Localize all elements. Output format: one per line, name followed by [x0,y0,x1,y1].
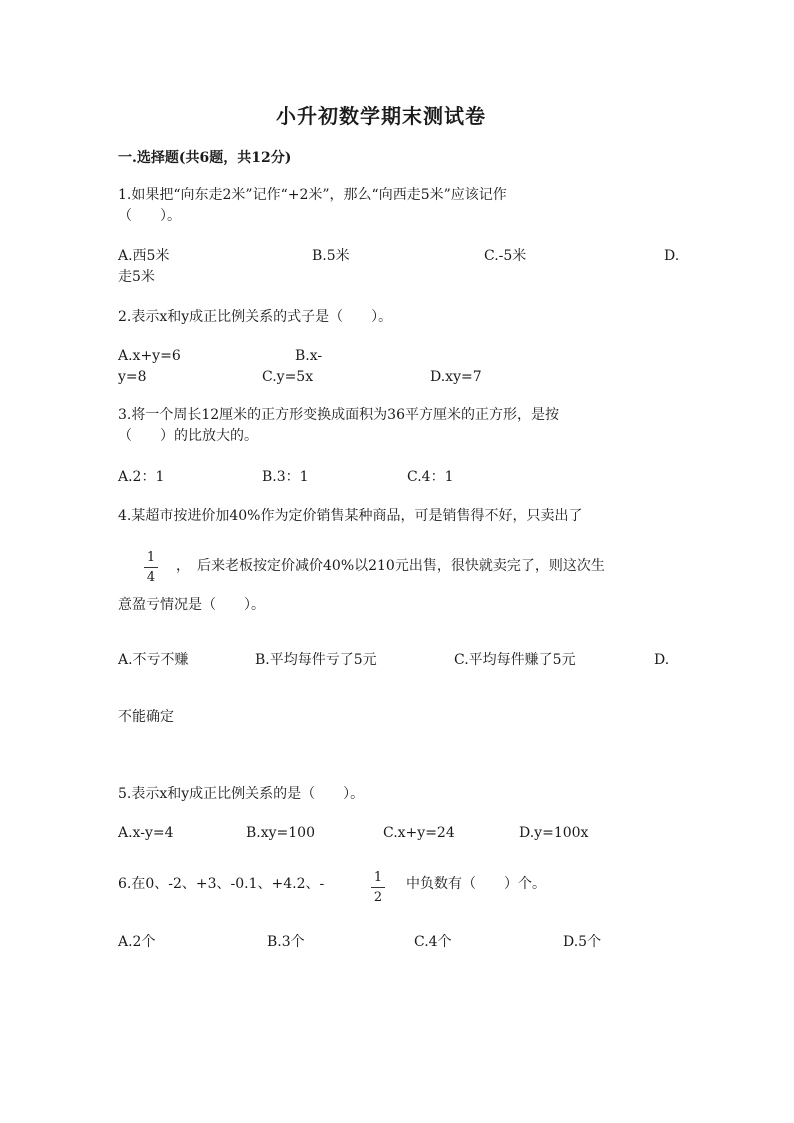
question-1-option-a: A.西5米 [118,248,170,264]
question-4-option-b: B.平均每件亏了5元 [255,652,377,668]
question-3-option-a: A.2：1 [118,469,165,485]
question-6-option-b: B.3个 [267,934,305,950]
question-3-text: 3.将一个周长12厘米的正方形变换成面积为36平方厘米的正方形，是按 [118,407,559,423]
question-2-option-d: D.xy=7 [430,369,482,385]
question-5-text: 5.表示x和y成正比例关系的是（ ）。 [118,786,365,802]
fraction-denominator: 4 [146,570,156,585]
question-2-text: 2.表示x和y成正比例关系的式子是（ ）。 [118,309,393,325]
question-1-text: 1.如果把“向东走2米”记作“+2米”，那么“向西走5米”应该记作 [118,187,507,203]
question-2-option-b-cont: y=8 [118,369,147,385]
question-4-text: 4.某超市按进价加40%作为定价销售某种商品，可是销售得不好，只卖出了 [118,508,583,524]
fraction-numerator: 1 [146,550,156,565]
page-title: 小升初数学期末测试卷 [276,104,486,128]
question-5-option-c: C.x+y=24 [383,825,455,841]
question-1-option-b: B.5米 [312,248,350,264]
question-3-option-c: C.4：1 [407,469,454,485]
question-4-text-cont: ， 后来老板按定价减价40%以210元出售，很快就卖完了，则这次生 [176,558,605,574]
question-1-option-d-cont: 走5米 [118,269,155,285]
question-5-option-a: A.x-y=4 [118,825,174,841]
fraction-one-half [371,870,385,905]
question-6-option-d: D.5个 [563,934,602,950]
question-6-option-a: A.2个 [118,934,156,950]
question-4-option-c: C.平均每件赚了5元 [454,652,576,668]
question-5-option-b: B.xy=100 [246,825,315,841]
question-4-text-end: 意盈亏情况是（ ）。 [118,597,265,613]
fraction-denominator: 2 [373,890,383,905]
question-4-option-d-cont: 不能确定 [118,709,174,725]
question-6-text: 6.在0、-2、+3、-0.1、+4.2、- [118,876,325,892]
fraction-one-quarter [144,550,158,585]
question-2-option-c: C.y=5x [262,369,314,385]
question-3-text-cont: （ ）的比放大的。 [118,428,258,444]
question-6-option-c: C.4个 [414,934,452,950]
section-heading: 一.选择题(共6题，共12分) [118,150,292,166]
question-1-option-c: C.-5米 [484,248,527,264]
question-2-option-b: B.x- [295,348,323,364]
question-5-option-d: D.y=100x [519,825,589,841]
question-4-option-a: A.不亏不赚 [118,652,189,668]
fraction-numerator: 1 [373,870,383,885]
fraction-bar [371,887,385,888]
question-2-option-a: A.x+y=6 [118,348,181,364]
question-1-option-d: D. [664,248,680,264]
question-1-text-cont: （ ）。 [118,208,181,224]
question-3-option-b: B.3：1 [262,469,309,485]
question-4-option-d: D. [654,652,670,668]
fraction-bar [144,567,158,568]
question-6-text-cont: 中负数有（ ）个。 [406,876,546,892]
